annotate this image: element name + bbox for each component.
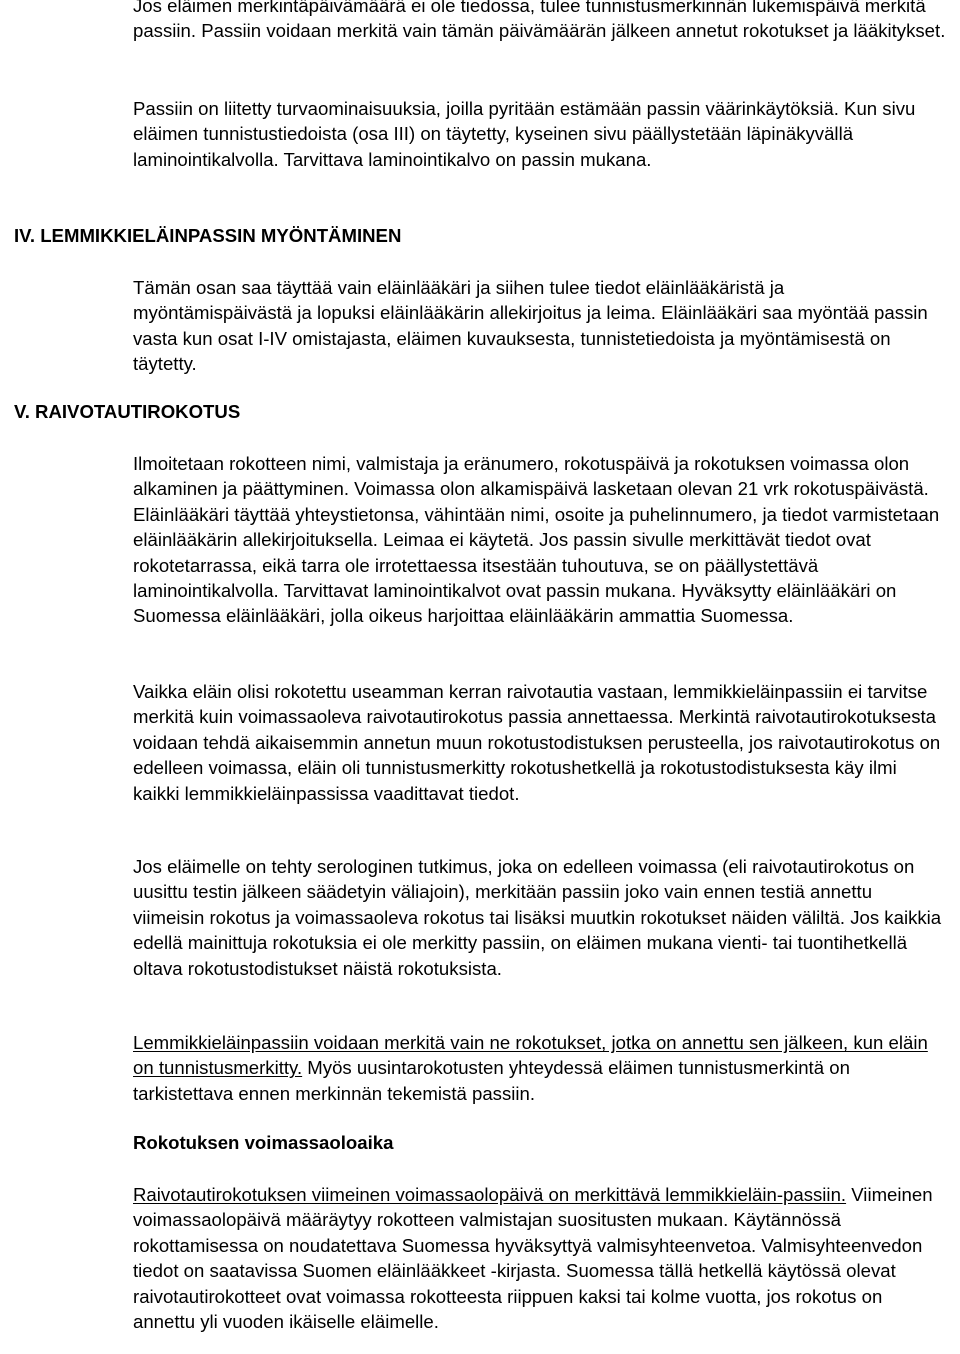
- paragraph-serological-test: Jos eläimelle on tehty serologinen tutkimus, joka on edelleen voimassa (eli raivotautirokotus on uusittu testin jälkeen säädetyin väliajoin), merkitään passiin joko vain ennen testiä annettu viimeisin rokotus ja voimassaoleva rokotus tai lisäksi muutkin rokotukset näiden väliltä. Jos kaikkia edellä mainittuja rokotuksia ei ole merkitty passiin, on eläimen mukana vienti- tai tuontihetkellä oltava rokotustodistukset näistä rokotuksista.: [133, 856, 942, 979]
- paragraph-text: Myös uusintarokotusten yhteydessä eläimen tunnistusmerkintä on tarkistettava ennen merkinnän tekemistä passiin.: [133, 1057, 850, 1104]
- underlined-text: Raivotautirokotuksen viimeinen voimassaolopäivä on merkittävä lemmikkieläin-passiin.: [133, 1184, 847, 1205]
- heading-section-iv: IV. LEMMIKKIELÄINPASSIN MYÖNTÄMINEN: [14, 225, 402, 246]
- underlined-text: Lemmikkieläinpassiin voidaan merkitä vain ne rokotukset, jotka on annettu sen jälkeen, kun eläin on tunnistusmerkitty.: [133, 1032, 928, 1079]
- paragraph-multiple-vaccinations: Vaikka eläin olisi rokotettu useamman kerran raivotautia vastaan, lemmikkieläinpassiin ei tarvitse merkitä kuin voimassaoleva raivotautirokotus passia annettaessa. Merkintä raivotautirokotuksesta voidaan tehdä aikaisemmin annetun muun rokotustodistuksen perusteella, jos raivotautirokotus on edelleen voimassa, eläin oli tunnistusmerkitty rokotushetkellä ja rokotustodistuksesta käy ilmi kaikki lemmikkieläinpassissa vaadittavat tiedot.: [133, 681, 941, 804]
- heading-section-v: V. RAIVOTAUTIROKOTUS: [14, 401, 241, 422]
- paragraph-validity-date: [133, 1182, 948, 1334]
- paragraph-vaccinations-after-marking: [133, 1030, 948, 1106]
- paragraph-text: Viimeinen voimassaolopäivä määräytyy rokotteen valmistajan suositusten mukaan. Käytännössä rokottamisessa on noudatettava Suomessa hyväksyttyä valmisyhteenvetoa. Valmisyhteenvedon tiedot on saatavissa Suomen eläinlääkkeet -kirjasta. Suomessa tällä hetkellä käytössä olevat raivotautirokotteet ovat voimassa rokotteesta riippuen kaksi tai kolme vuotta, jos rokotus on annettu yli vuoden ikäiselle eläimelle.: [133, 1184, 933, 1333]
- paragraph-vaccine-details: Ilmoitetaan rokotteen nimi, valmistaja ja eränumero, rokotuspäivä ja rokotuksen voimassa olon alkaminen ja päättyminen. Voimassa olon alkamispäivä lasketaan olevan 21 vrk rokotuspäivästä. Eläinlääkäri täyttää yhteystietonsa, vähintään nimi, osoite ja puhelinnumero, ja tiedot varmistetaan eläinlääkärin allekirjoituksella. Leimaa ei käytetä. Jos passin sivulle merkittävät tiedot ovat rokotetarrassa, eikä tarra ole irrotettaessa itsestään tuhoutuva, se on päällystettävä laminointikalvolla. Tarvittavat laminointikalvot ovat passin mukana. Hyväksytty eläinlääkäri on Suomessa eläinlääkäri, jolla oikeus harjoittaa eläinlääkärin ammattia Suomessa.: [133, 453, 940, 627]
- paragraph-passport-issuing: Tämän osan saa täyttää vain eläinlääkäri ja siihen tulee tiedot eläinlääkäristä ja myöntämispäivästä ja lopuksi eläinlääkärin allekirjoitus ja leima. Eläinlääkäri saa myöntää passin vasta kun osat I-IV omistajasta, eläimen kuvauksesta, tunnistetiedoista ja myöntämisestä on täytetty.: [133, 277, 928, 375]
- heading-vaccination-validity: Rokotuksen voimassaoloaika: [133, 1132, 394, 1153]
- paragraph-marking-date: Jos eläimen merkintäpäivämäärä ei ole tiedossa, tulee tunnistusmerkinnän lukemispäivä merkitä passiin. Passiin voidaan merkitä vain tämän päivämäärän jälkeen annetut rokotukset ja lääkitykset.: [133, 0, 946, 42]
- paragraph-security-features: Passiin on liitetty turvaominaisuuksia, joilla pyritään estämään passin väärinkäytöksiä. Kun sivu eläimen tunnistustiedoista (osa III) on täytetty, kyseinen sivu päällystetään läpinäkyvällä laminointikalvolla. Tarvittava laminointikalvo on passin mukana.: [133, 98, 916, 170]
